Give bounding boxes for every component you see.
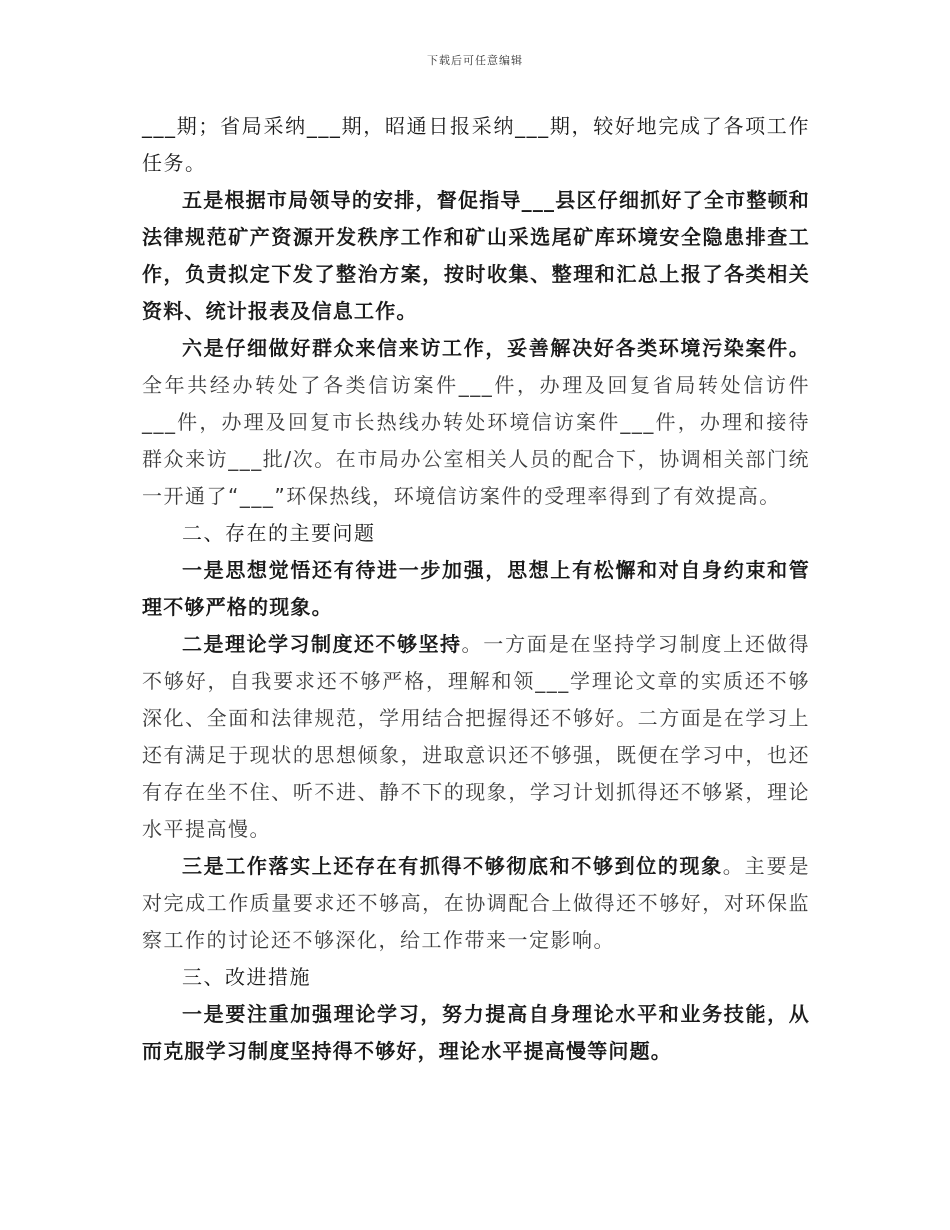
page-header: 下载后可任意编辑 (427, 54, 523, 67)
paragraph-text: ___期；省局采纳___期，昭通日报采纳___期，较好地完成了各项工作任务。 (142, 114, 810, 175)
paragraph-5 (142, 552, 810, 626)
document-body (142, 108, 810, 1070)
paragraph-3 (142, 330, 810, 515)
section-heading-problems (142, 515, 810, 552)
paragraph-text: 全年共经办转处了各类信访案件___件，办理及回复省局转处信访件___件，办理及回复市长热线办转处环境信访案件___件，办理和接待群众来访___批/次。在市局办公室相关人员的配合下，协调相关部门统一开通了“___”环保热线，环境信访案件的受理率得到了有效提高。 (142, 373, 810, 508)
paragraph-9 (142, 996, 810, 1070)
paragraph-bold-text: 三是工作落实上还存在有抓得不够彻底和不够到位的现象 (182, 854, 723, 878)
paragraph-text: 。主要是对完成工作质量要求还不够高，在协调配合上做得还不够好，对环保监察工作的讨论还不够深化，给工作带来一定影响。 (142, 854, 811, 952)
paragraph-bold-text: 六是仔细做好群众来信来访工作，妥善解决好各类环境污染案件。 (182, 336, 810, 360)
paragraph-1 (142, 108, 810, 182)
paragraph-7 (142, 848, 810, 959)
paragraph-6 (142, 626, 810, 848)
paragraph-bold-text: 一是思想觉悟还有待进一步加强，思想上有松懈和对自身约束和管理不够严格的现象。 (142, 558, 810, 619)
paragraph-bold-text: 一是要注重加强理论学习，努力提高自身理论水平和业务技能，从而克服学习制度坚持得不够好，理论水平提高慢等问题。 (142, 1002, 810, 1063)
paragraph-bold-text: 五是根据市局领导的安排，督促指导___县区仔细抓好了全市整顿和法律规范矿产资源开发秩序工作和矿山采选尾矿库环境安全隐患排查工作，负责拟定下发了整治方案，按时收集、整理和汇总上报了各类相关资料、统计报表及信息工作。 (142, 188, 810, 323)
section-heading-text: 二、存在的主要问题 (182, 521, 376, 545)
section-heading-measures (142, 959, 810, 996)
paragraph-text: 。一方面是在坚持学习制度上还做得不够好，自我要求还不够严格，理解和领___学理论文章的实质还不够深化、全面和法律规范，学用结合把握得还不够好。二方面是在学习上还有满足于现状的思想倾象，进取意识还不够强，既便在学习中，也还有存在坐不住、听不进、静不下的现象，学习计划抓得还不够紧，理论水平提高慢。 (142, 632, 810, 841)
paragraph-bold-text: 二是理论学习制度还不够坚持 (182, 632, 462, 656)
section-heading-text: 三、改进措施 (182, 965, 311, 989)
paragraph-2 (142, 182, 810, 330)
